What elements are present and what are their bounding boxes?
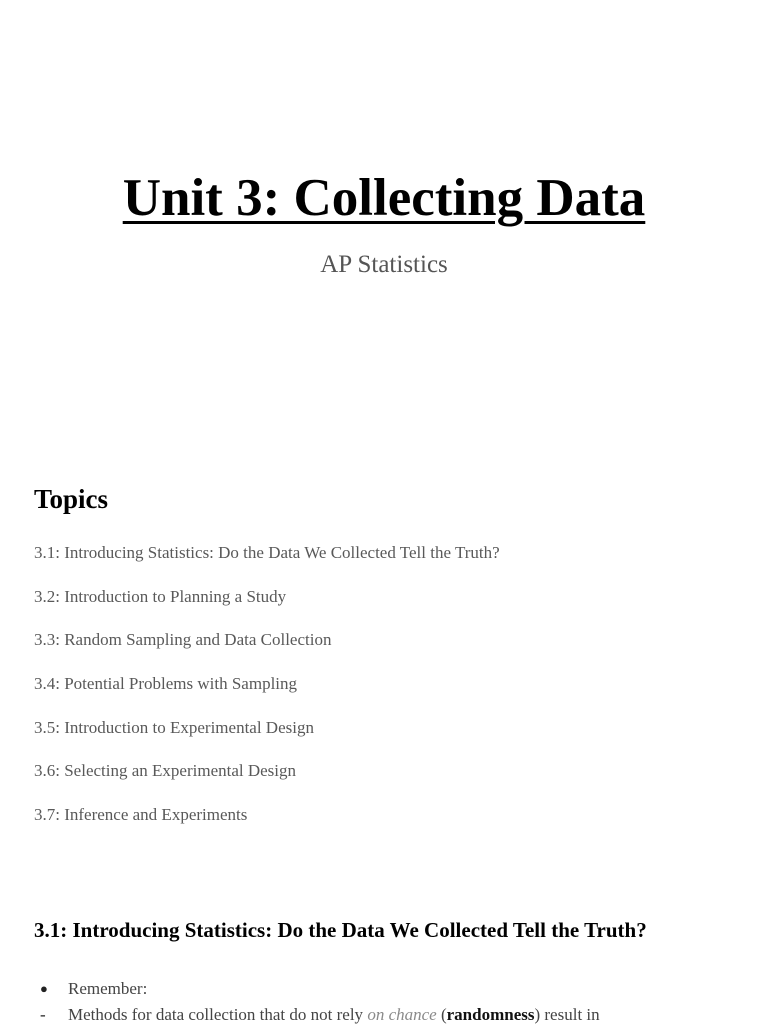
dash-marker: - [40,1005,46,1024]
remember-label: Remember: [68,979,148,998]
methods-text-part1: Methods for data collection that do not rely [68,1005,368,1024]
topic-item: 3.3: Random Sampling and Data Collection [34,630,332,650]
section-notes [34,977,754,1024]
topic-item: 3.1: Introducing Statistics: Do the Data We Collected Tell the Truth? [34,543,500,562]
bullet-item [34,977,754,1003]
topics-list [34,541,500,847]
methods-text-part3: ) result in [534,1005,600,1024]
methods-strong: randomness [446,1005,535,1024]
topic-item: 3.6: Selecting an Experimental Design [34,761,297,781]
document-title-text: Unit 3: Collecting Data [122,169,646,227]
topic-item: 3.5: Introduction to Experimental Design [34,717,314,737]
methods-sentence [68,1003,600,1024]
topic-item: 3.4: Potential Problems with Sampling [34,674,298,694]
methods-emphasis: on chance [367,1005,437,1024]
document-subtitle: AP Statistics [320,251,448,278]
topics-heading: Topics [34,484,109,514]
methods-text-part2: ( [436,1005,447,1024]
topic-item: 3.7: Inference and Experiments [34,805,248,825]
dash-item [34,1003,754,1024]
bullet-marker: ● [40,981,48,996]
document-title [0,166,768,230]
topic-item: 3.2: Introduction to Planning a Study [34,586,287,606]
section-heading: 3.1: Introducing Statistics: Do the Data We Collected Tell the Truth? [34,918,647,942]
